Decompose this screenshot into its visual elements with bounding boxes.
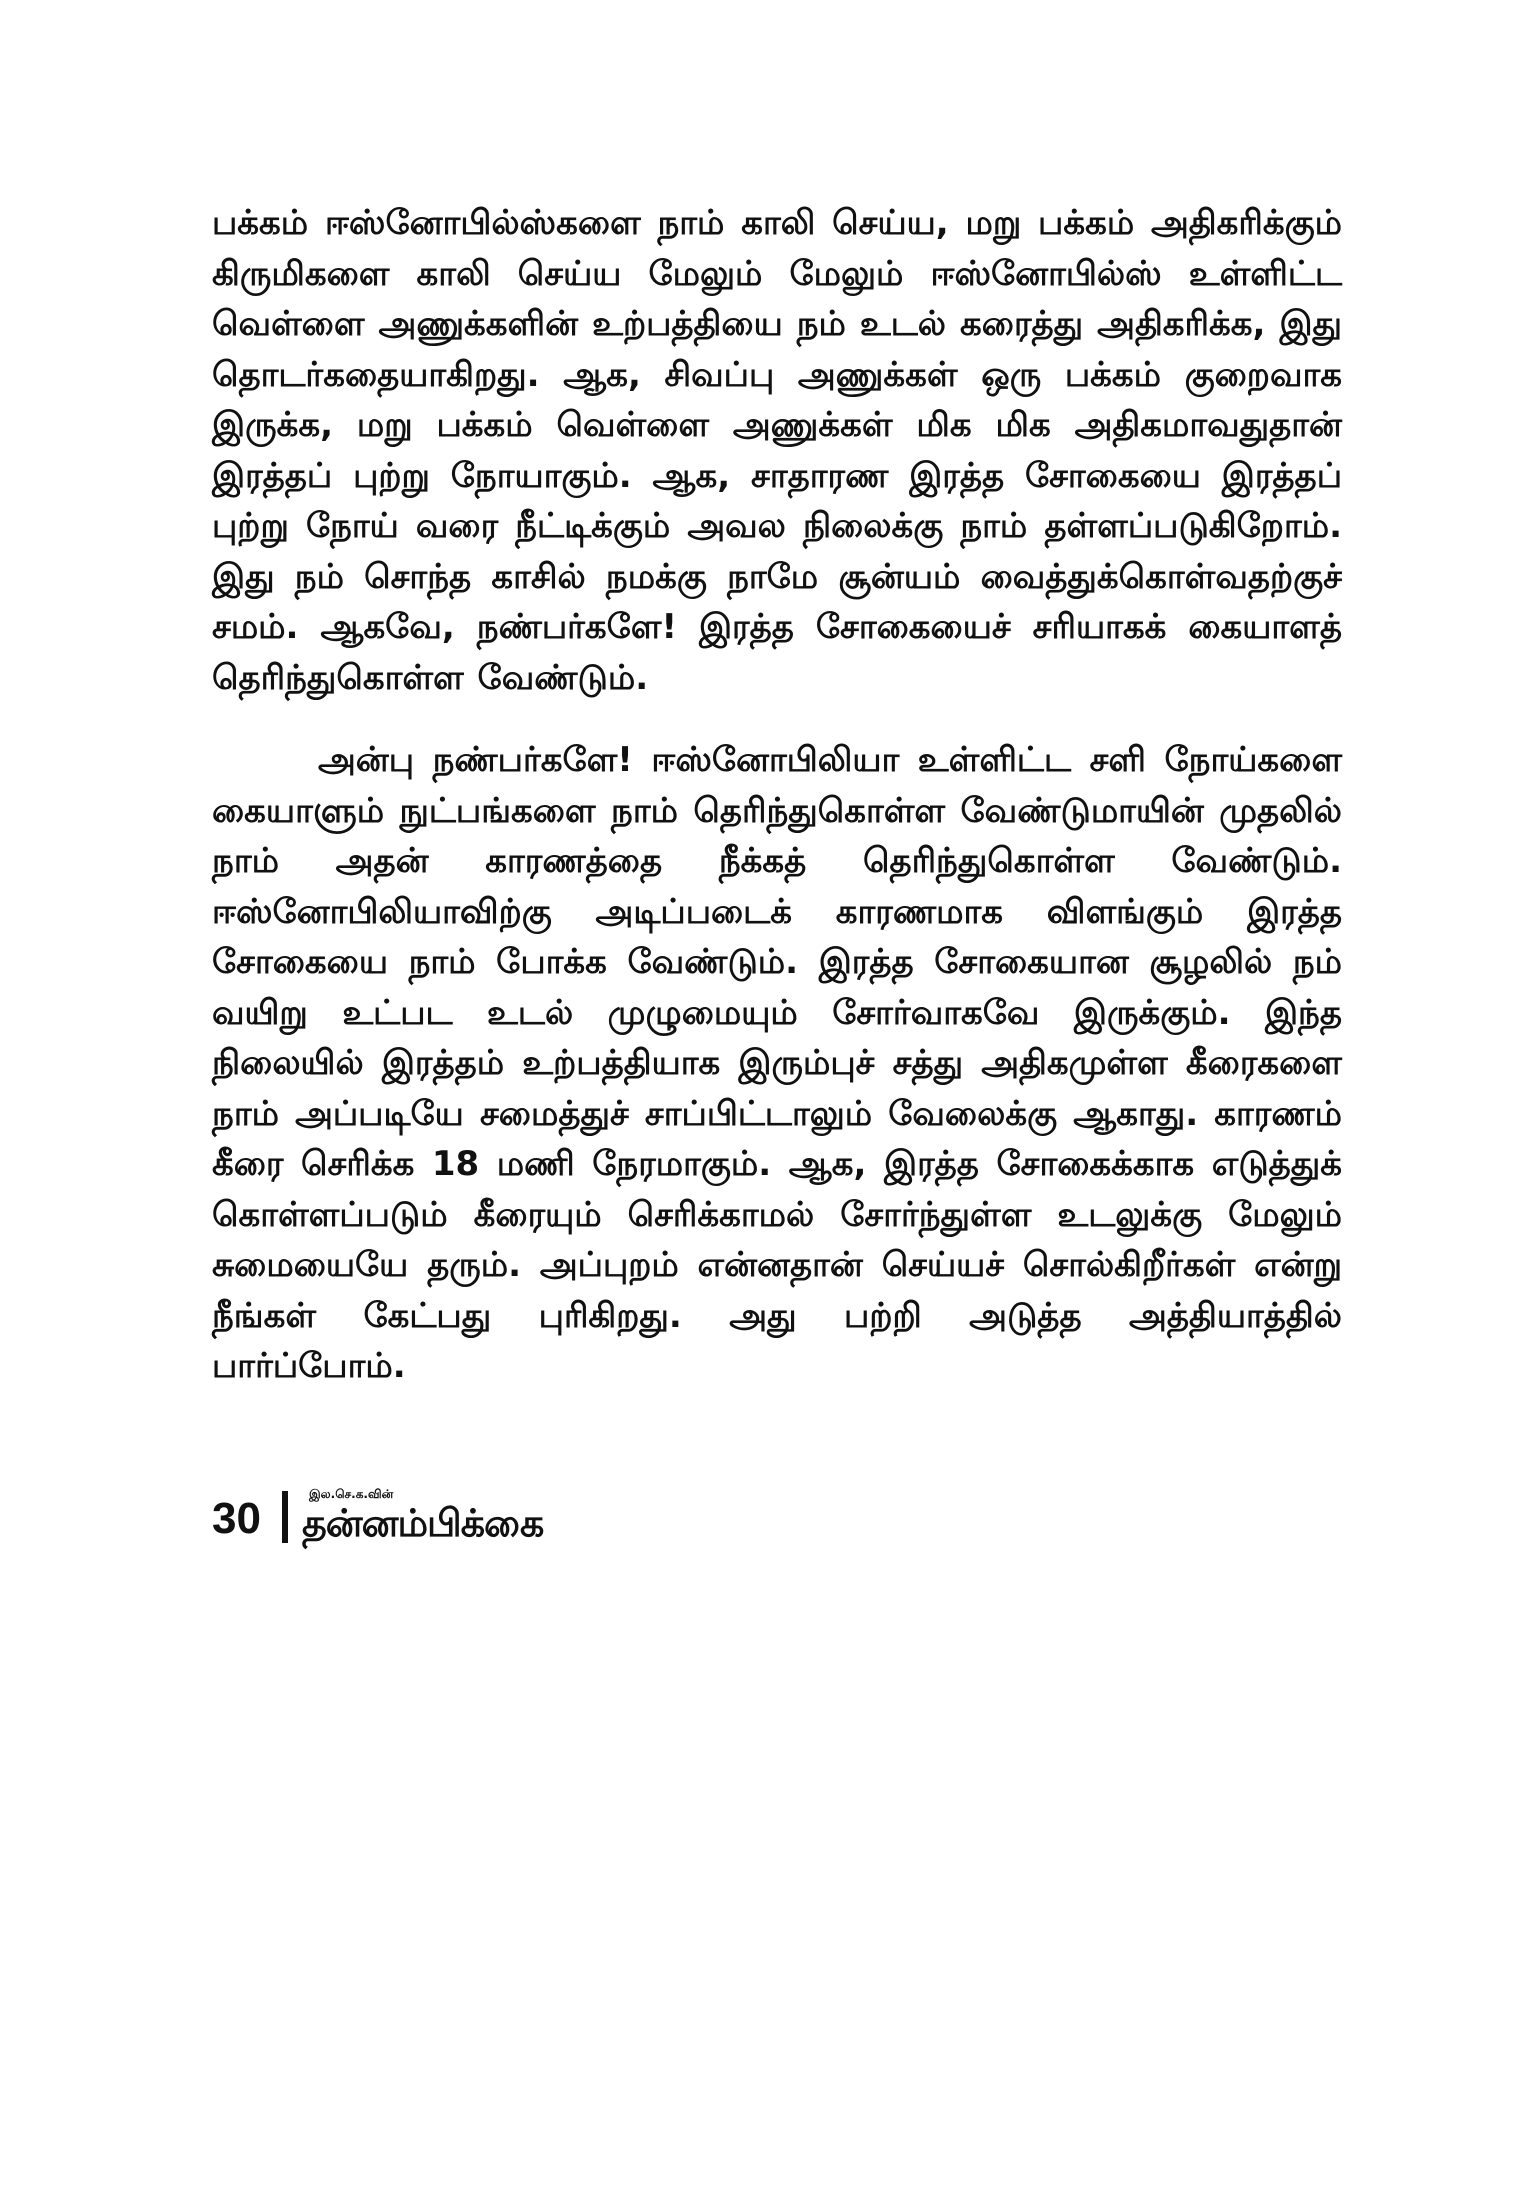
paragraph-1: பக்கம் ஈஸ்னோபில்ஸ்களை நாம் காலி செய்ய, மறு பக்கம் அதிகரிக்கும் கிருமிகளை காலி செய்ய மேலும் மேலும் ஈஸ்னோபில்ஸ் உள்ளிட்ட வெள்ளை அணுக்களின் உற்பத்தியை நம் உடல் கரைத்து அதிகரிக்க, இது தொடர்கதையாகிறது. ஆக, சிவப்பு அணுக்கள் ஒரு பக்கம் குறைவாக இருக்க, மறு பக்கம் வெள்ளை அணுக்கள் மிக மிக அதிகமாவதுதான் இரத்தப் புற்று நோயாகும். ஆக, சாதாரண இரத்த சோகையை இரத்தப் புற்று நோய் வரை நீட்டிக்கும் அவல நிலைக்கு நாம் தள்ளப்படுகிறோம். இது நம் சொந்த காசில் நமக்கு நாமே சூன்யம் வைத்துக்கொள்வதற்குச் சமம். ஆகவே, நண்பர்களே! இரத்த சோகையைச் சரியாகக் கையாளத் தெரிந்துகொள்ள வேண்டும். [212, 203, 1342, 698]
footer-brand-logo: தன்னம்பிக்கை [302, 1501, 544, 1545]
footer-divider [282, 1491, 288, 1543]
page-number: 30 [212, 1494, 261, 1543]
body-text [212, 198, 1342, 1392]
footer-brand-subtitle: இல.செ.க.வின் [309, 1487, 394, 1501]
paragraph-2: அன்பு நண்பர்களே! ஈஸ்னோபிலியா உள்ளிட்ட சளி நோய்களை கையாளும் நுட்பங்களை நாம் தெரிந்துகொள்ள வேண்டுமாயின் முதலில் நாம் அதன் காரணத்தை நீக்கத் தெரிந்துகொள்ள வேண்டும். ஈஸ்னோபிலியாவிற்கு அடிப்படைக் காரணமாக விளங்கும் இரத்த சோகையை நாம் போக்க வேண்டும். இரத்த சோகையான சூழலில் நம் வயிறு உட்பட உடல் முழுமையும் சோர்வாகவே இருக்கும். இந்த நிலையில் இரத்தம் உற்பத்தியாக இரும்புச் சத்து அதிகமுள்ள கீரைகளை நாம் அப்படியே சமைத்துச் சாப்பிட்டாலும் வேலைக்கு ஆகாது. காரணம் கீரை செரிக்க 18 மணி நேரமாகும். ஆக, இரத்த சோகைக்காக எடுத்துக் கொள்ளப்படும் கீரையும் செரிக்காமல் சோர்ந்துள்ள உடலுக்கு மேலும் சுமையையே தரும். அப்புறம் என்னதான் செய்யச் சொல்கிறீர்கள் என்று நீங்கள் கேட்பது புரிகிறது. அது பற்றி அடுத்த அத்தியாத்தில் பார்ப்போம். [212, 740, 1342, 1386]
page-footer [212, 1487, 712, 1547]
